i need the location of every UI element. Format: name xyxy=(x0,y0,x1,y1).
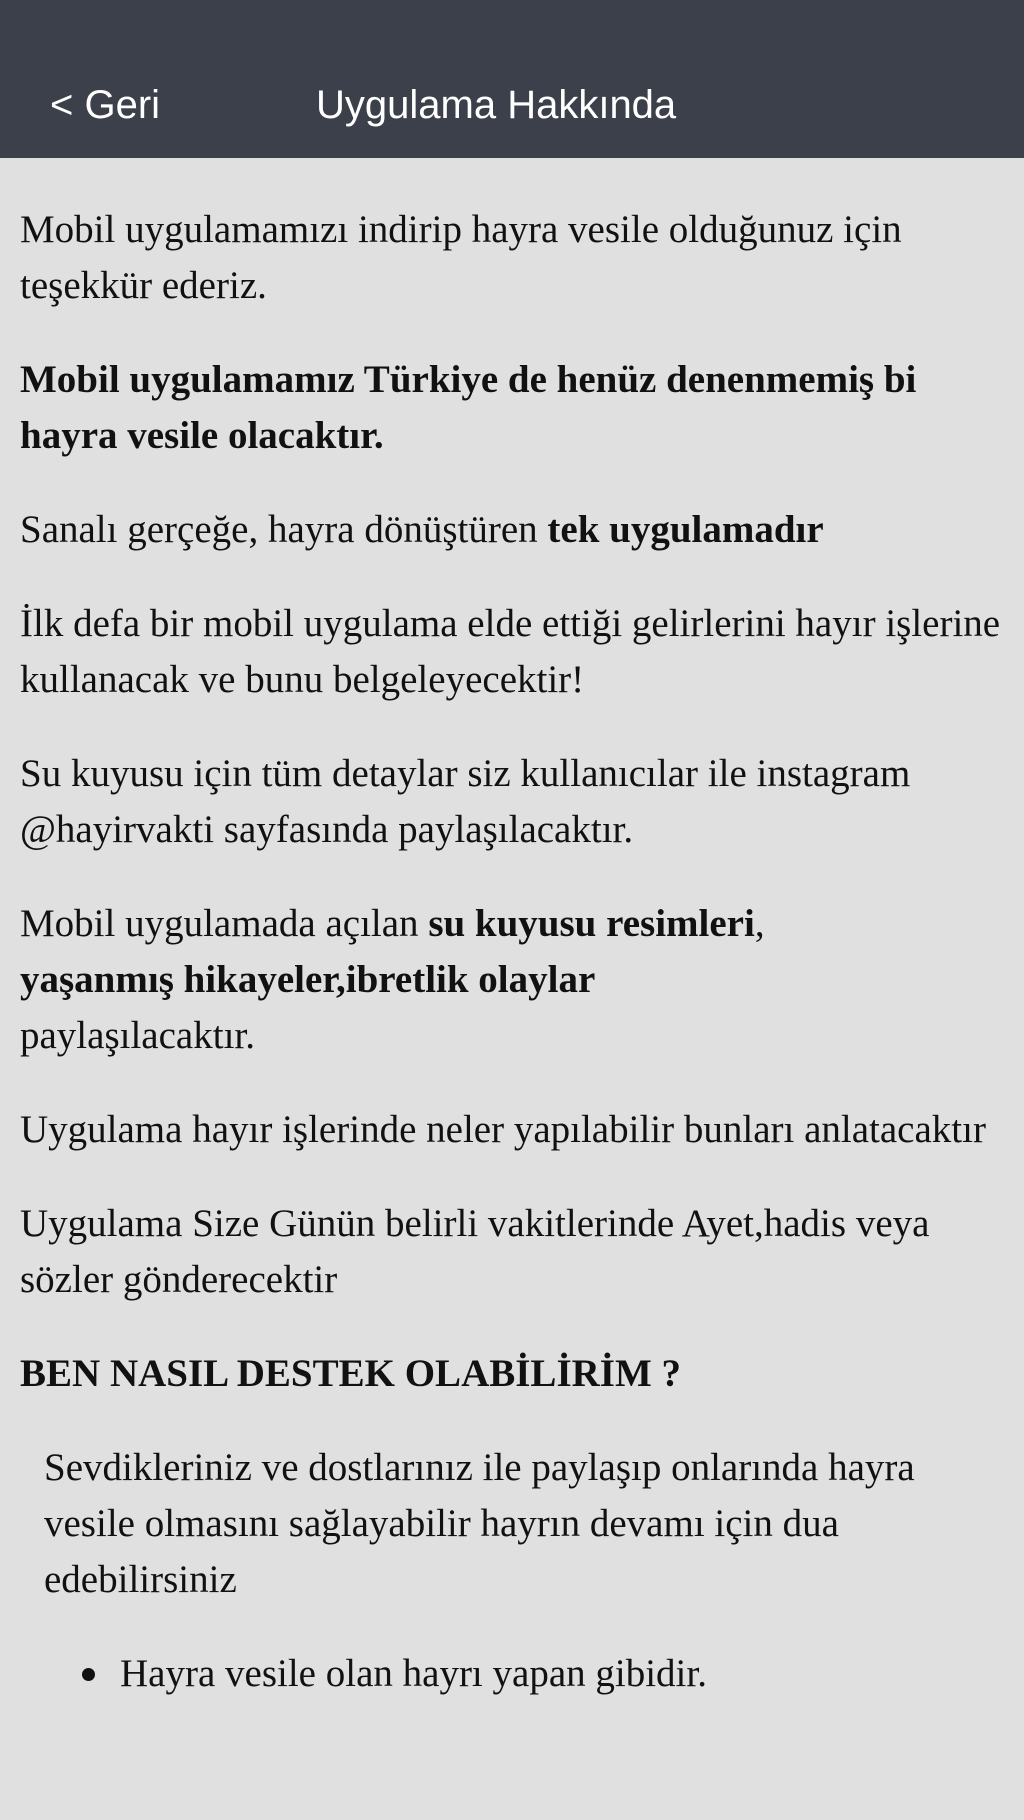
paragraph-thanks: Mobil uygulamamızı indirip hayra vesile olduğunuz için teşekkür ederiz. xyxy=(20,208,902,307)
bold-text: tek uygulamadır xyxy=(547,508,824,551)
list-item: Hayra vesile olan hayrı yapan gibidir. xyxy=(120,1646,1004,1702)
page-title: Uygulama Hakkında xyxy=(316,83,677,127)
paragraph-share: Sevdikleriniz ve dostlarınız ile paylaşıp onlarında hayra vesile olmasını sağlayabilir hayrın devamı için dua edebilirsiniz xyxy=(44,1446,915,1601)
paragraph-unique-app xyxy=(20,502,1004,558)
paragraph-first-in-turkey xyxy=(20,352,1004,464)
bold-text: Mobil uygulamamız Türkiye de henüz denenmemiş bi hayra vesile olacaktır. xyxy=(20,358,917,457)
paragraph-text: Mobil uygulamada açılan xyxy=(20,902,429,945)
bold-text: yaşanmış hikayeler,ibretlik olaylar xyxy=(20,958,596,1001)
paragraph-charity-info: Uygulama hayır işlerinde neler yapılabilir bunları anlatacaktır xyxy=(20,1108,986,1151)
back-button[interactable]: < Geri xyxy=(50,83,161,127)
bold-text: BEN NASIL DESTEK OLABİLİRİM ? xyxy=(20,1352,682,1395)
paragraph-notifications: Uygulama Size Günün belirli vakitlerinde Ayet,hadis veya sözler gönderecektir xyxy=(20,1202,930,1301)
paragraph-text: Sanalı gerçeğe, hayra dönüştüren xyxy=(20,508,548,551)
paragraph-text: paylaşılacaktır. xyxy=(20,1014,255,1057)
paragraph-shared-content xyxy=(20,896,1004,1064)
bold-text: su kuyusu resimleri xyxy=(428,902,755,945)
support-heading xyxy=(20,1346,1004,1402)
bullet-list xyxy=(20,1646,1004,1702)
navigation-bar xyxy=(0,0,1024,158)
paragraph-text: , xyxy=(754,902,765,945)
paragraph-instagram: Su kuyusu için tüm detaylar siz kullanıcılar ile instagram @hayirvakti sayfasında paylaşılacaktır. xyxy=(20,752,911,851)
paragraph-income-usage: İlk defa bir mobil uygulama elde ettiği gelirlerini hayır işlerine kullanacak ve bunu belgeleyecektir! xyxy=(20,602,1001,701)
about-content xyxy=(0,158,1024,1702)
